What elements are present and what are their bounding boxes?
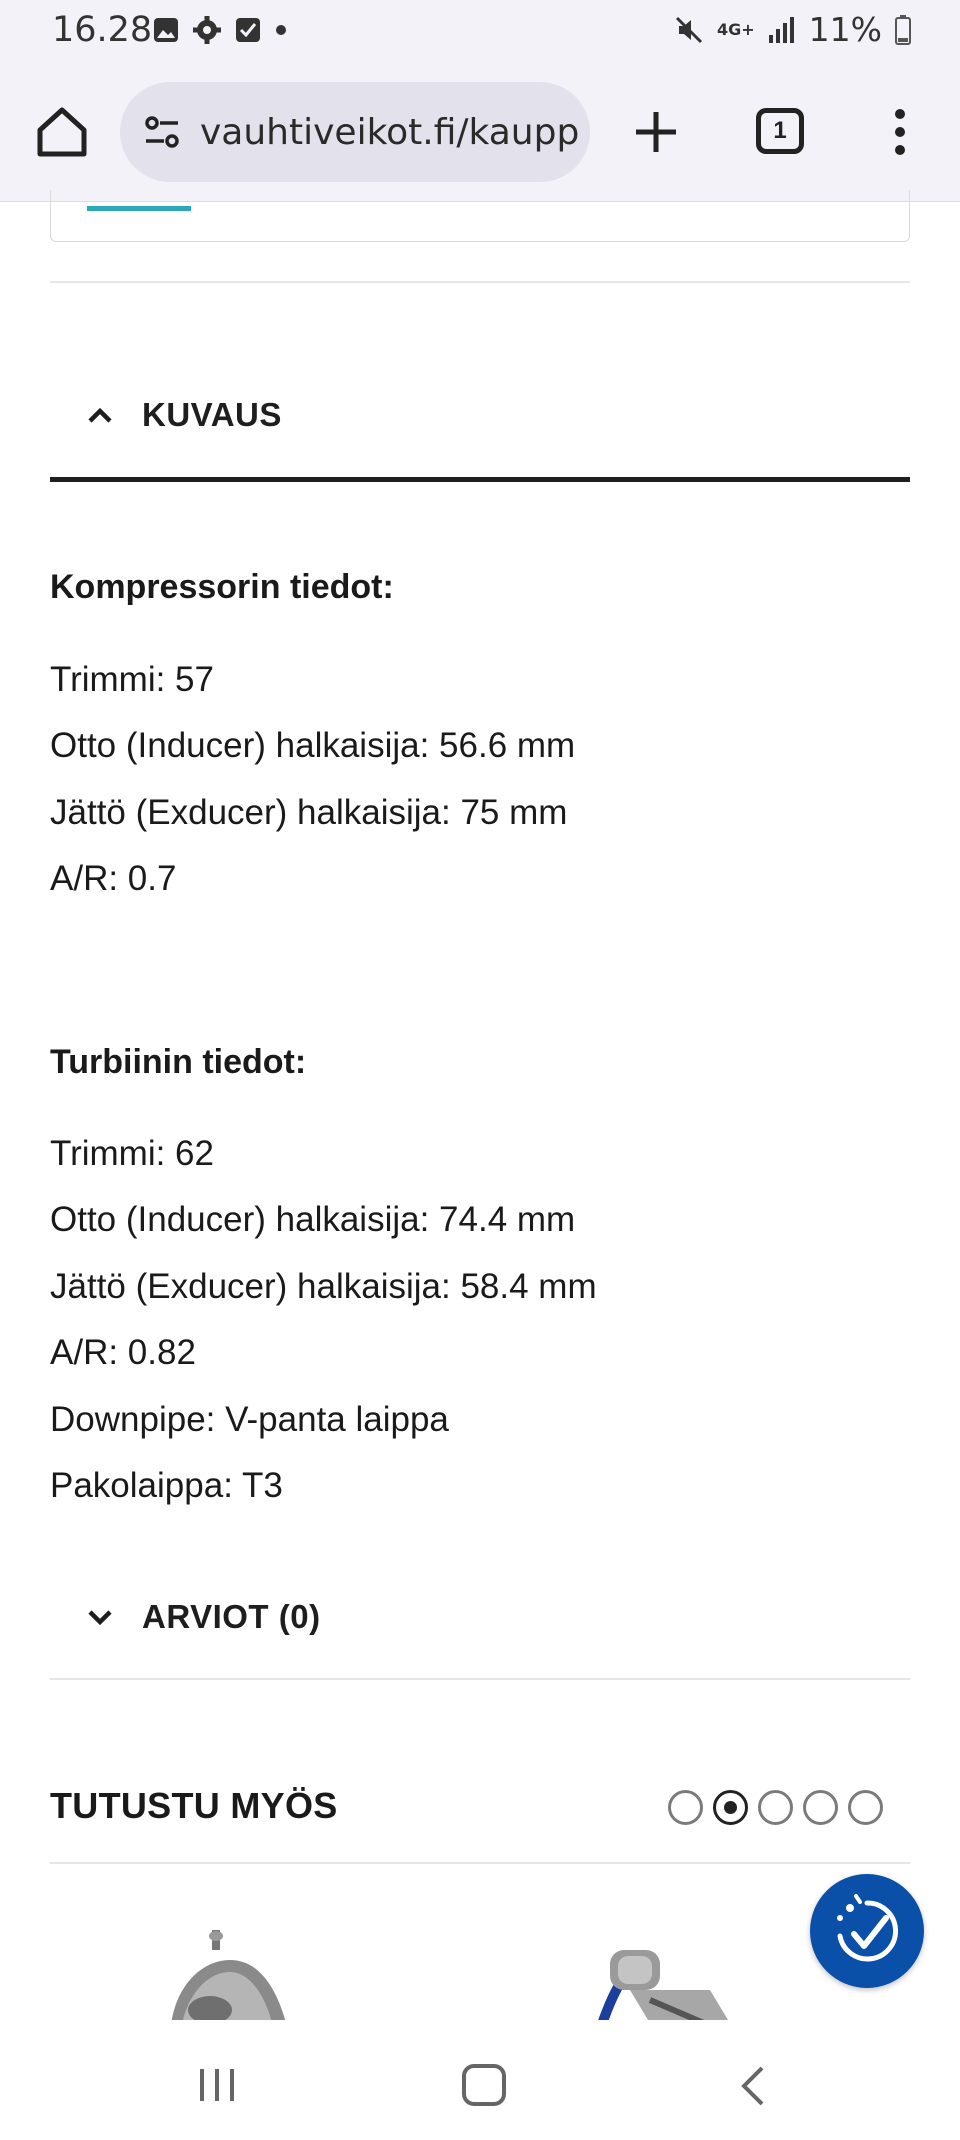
chevron-down-icon bbox=[80, 1597, 120, 1637]
pager-dot[interactable] bbox=[668, 1790, 703, 1825]
pager-dot-active[interactable] bbox=[713, 1790, 748, 1825]
turbine-title: Turbiinin tiedot: bbox=[50, 1043, 307, 1081]
dot-icon bbox=[274, 23, 288, 37]
product-image[interactable] bbox=[150, 1930, 330, 2020]
notification-icons bbox=[152, 15, 288, 45]
mute-icon bbox=[673, 14, 705, 46]
compressor-spec-line: Jättö (Exducer) halkaisija: 75 mm bbox=[50, 793, 568, 832]
status-right bbox=[673, 10, 912, 49]
compressor-title: Kompressorin tiedot: bbox=[50, 568, 394, 606]
compressor-spec-line: A/R: 0.7 bbox=[50, 859, 177, 898]
carousel-pager bbox=[668, 1790, 883, 1825]
compressor-spec-line: Otto (Inducer) halkaisija: 56.6 mm bbox=[50, 726, 576, 765]
accessibility-button[interactable] bbox=[810, 1874, 924, 1988]
turbine-spec-line: Jättö (Exducer) halkaisija: 58.4 mm bbox=[50, 1267, 597, 1306]
gallery-icon bbox=[152, 16, 180, 44]
settings-gear-icon bbox=[192, 15, 222, 45]
url-bar[interactable] bbox=[120, 82, 590, 182]
tab-switcher-button[interactable]: 1 bbox=[756, 108, 804, 154]
turbine-spec-line: A/R: 0.82 bbox=[50, 1333, 196, 1372]
signal-icon bbox=[767, 15, 797, 45]
previous-section-box bbox=[50, 190, 910, 242]
recents-icon[interactable] bbox=[196, 2065, 238, 2105]
system-navigation-bar bbox=[0, 2020, 960, 2140]
status-bar bbox=[0, 0, 960, 62]
turbine-spec-line: Trimmi: 62 bbox=[50, 1134, 214, 1173]
checkbox-icon bbox=[234, 16, 262, 44]
network-type: 4G+ bbox=[716, 20, 755, 39]
battery-icon bbox=[894, 14, 912, 46]
description-accordion-header[interactable] bbox=[50, 395, 910, 435]
turbine-spec-line: Pakolaippa: T3 bbox=[50, 1466, 283, 1505]
divider bbox=[50, 1678, 910, 1680]
status-time: 16.28 bbox=[52, 10, 153, 50]
turbine-spec-line: Otto (Inducer) halkaisija: 74.4 mm bbox=[50, 1200, 576, 1239]
chevron-up-icon bbox=[80, 395, 120, 435]
related-products-carousel bbox=[50, 1866, 910, 2020]
browser-toolbar bbox=[0, 62, 960, 202]
product-image[interactable] bbox=[590, 1930, 770, 2020]
pager-dot[interactable] bbox=[758, 1790, 793, 1825]
url-text[interactable]: vauhtiveikot.fi/kaupp bbox=[200, 111, 580, 153]
home-icon[interactable] bbox=[32, 102, 92, 162]
divider bbox=[50, 281, 910, 283]
back-icon[interactable] bbox=[738, 2064, 768, 2108]
accessibility-check-icon bbox=[810, 1874, 924, 1988]
more-vert-icon[interactable] bbox=[880, 102, 920, 162]
reviews-title: ARVIOT (0) bbox=[142, 1598, 321, 1635]
battery-percent: 11% bbox=[808, 10, 882, 49]
pager-dot[interactable] bbox=[848, 1790, 883, 1825]
reviews-accordion-header[interactable] bbox=[50, 1597, 910, 1637]
active-accordion-underline bbox=[50, 477, 910, 482]
divider bbox=[50, 1862, 910, 1864]
turbine-spec-line: Downpipe: V-panta laippa bbox=[50, 1400, 449, 1439]
pager-dot[interactable] bbox=[803, 1790, 838, 1825]
related-products-title: TUTUSTU MYÖS bbox=[50, 1785, 338, 1826]
tune-icon[interactable] bbox=[140, 110, 184, 154]
compressor-spec-line: Trimmi: 57 bbox=[50, 660, 214, 699]
description-title: KUVAUS bbox=[142, 396, 282, 433]
nav-home-icon[interactable] bbox=[462, 2064, 506, 2106]
plus-icon[interactable] bbox=[628, 102, 684, 162]
accent-line bbox=[87, 206, 191, 211]
